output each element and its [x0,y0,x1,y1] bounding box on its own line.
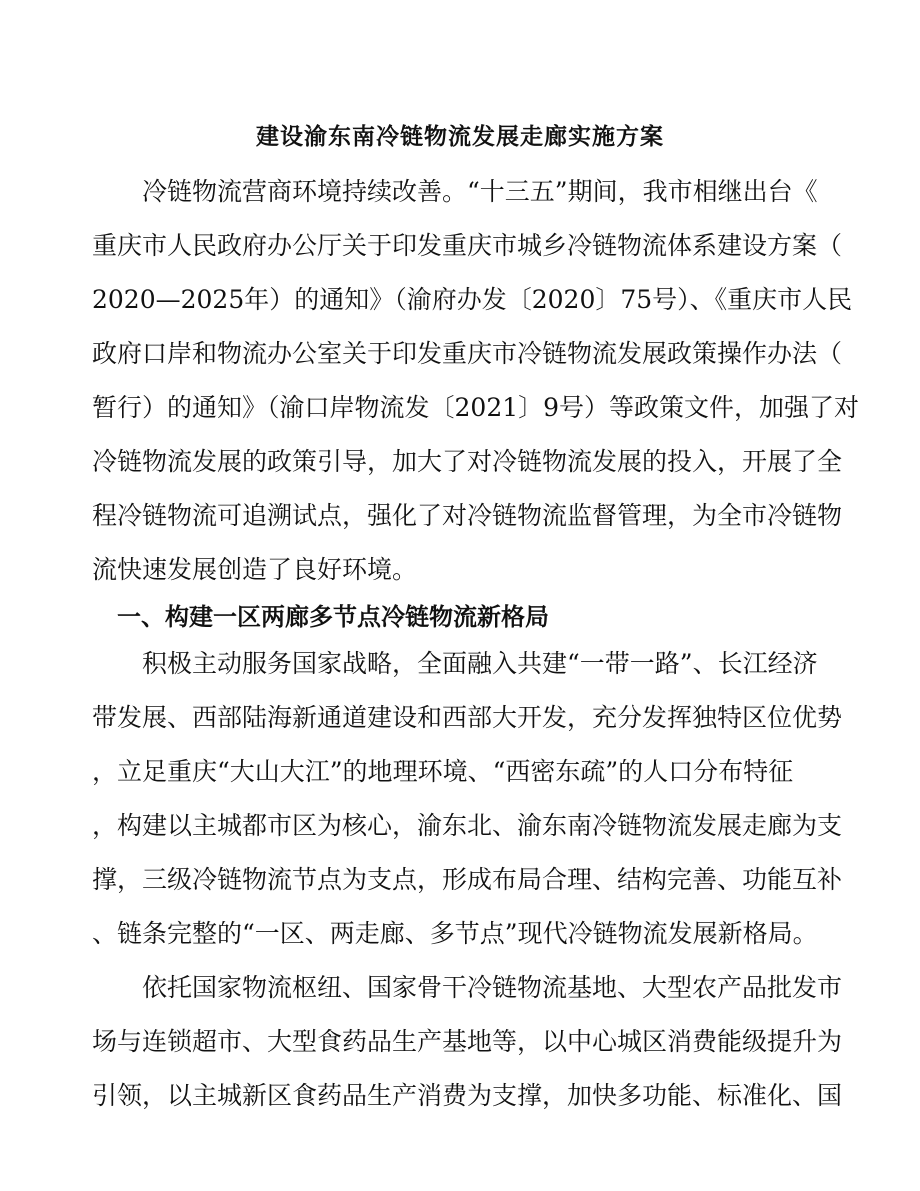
paragraph-2-line: 撑，三级冷链物流节点为支点，形成布局合理、结构完善、功能互补 [92,865,843,894]
paragraph-1-line: 重庆市人民政府办公厅关于印发重庆市城乡冷链物流体系建设方案（ [92,231,843,260]
paragraph-1-line: 程冷链物流可追溯试点，强化了对冷链物流监督管理，为全市冷链物 [92,501,843,530]
paragraph-2-line: 带发展、西部陆海新通道建设和西部大开发，充分发挥独特区位优势 [92,703,843,732]
paragraph-2-line: ，构建以主城都市区为核心，渝东北、渝东南冷链物流发展走廊为支 [92,811,843,840]
paragraph-1-line: 2020—2025年）的通知》（渝府办发〔2020〕75号）、《重庆市人民 [92,285,853,314]
paragraph-2-line: ，立足重庆“大山大江”的地理环境、“西密东疏”的人口分布特征 [92,757,794,786]
paragraph-3-line: 引领，以主城新区食药品生产消费为支撑，加快多功能、标准化、国 [92,1081,843,1110]
paragraph-3-line: 依托国家物流枢纽、国家骨干冷链物流基地、大型农产品批发市 [142,973,843,1002]
paragraph-2-line: 、链条完整的“一区、两走廊、多节点”现代冷链物流发展新格局。 [92,919,818,948]
paragraph-1-line: 冷链物流发展的政策引导，加大了对冷链物流发展的投入，开展了全 [92,447,843,476]
paragraph-1-line: 流快速发展创造了良好环境。 [92,555,418,584]
document-title: 建设渝东南冷链物流发展走廊实施方案 [256,124,664,150]
paragraph-1-line: 暂行）的通知》（渝口岸物流发〔2021〕9号）等政策文件，加强了对 [92,393,860,422]
paragraph-3-line: 场与连锁超市、大型食药品生产基地等，以中心城区消费能级提升为 [92,1027,843,1056]
paragraph-1-line: 政府口岸和物流办公室关于印发重庆市冷链物流发展政策操作办法（ [92,339,843,368]
section-heading-1: 一、构建一区两廊多节点冷链物流新格局 [117,603,549,631]
paragraph-1-line: 冷链物流营商环境持续改善。“十三五”期间，我市相继出台《 [142,177,818,206]
paragraph-2-line: 积极主动服务国家战略，全面融入共建“一带一路”、长江经济 [142,649,818,678]
